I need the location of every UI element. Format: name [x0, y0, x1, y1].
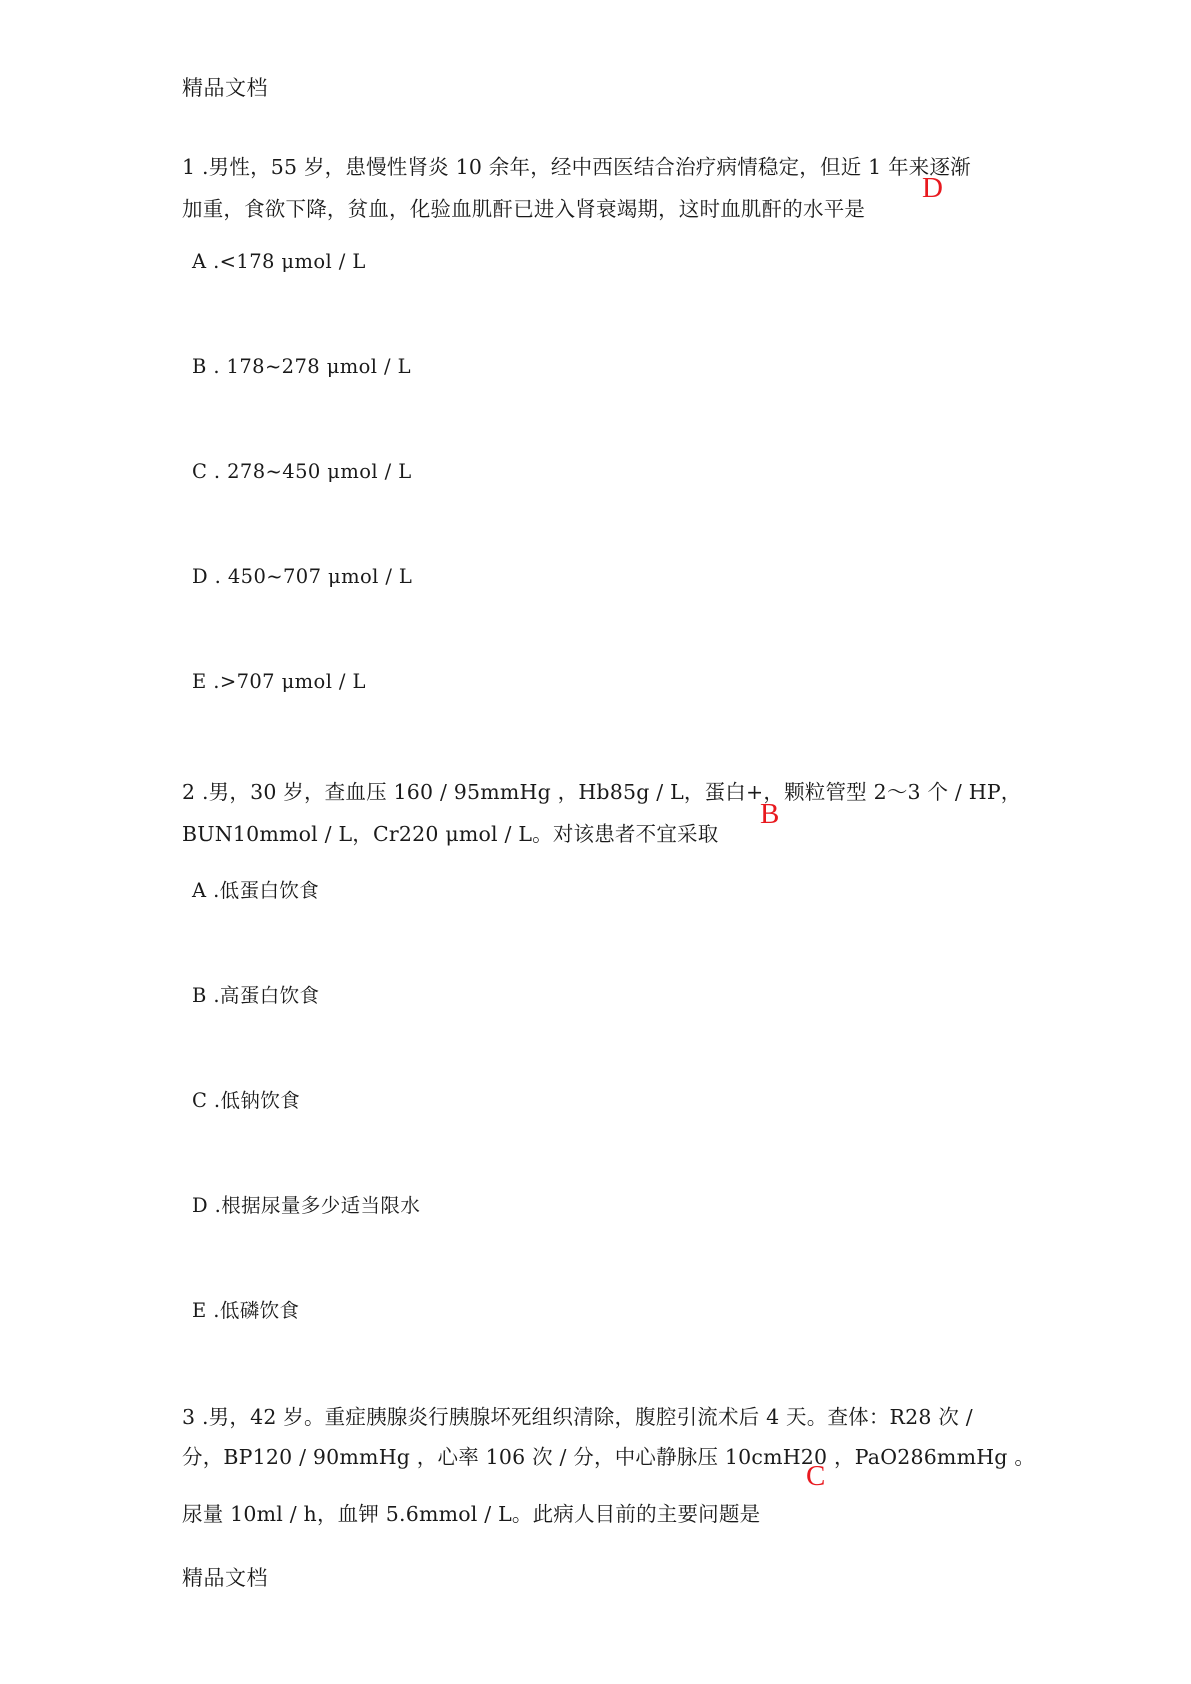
question-2-line-2: BUN10mmol / L，Cr220 μmol / L。对该患者不宜采取	[182, 822, 719, 846]
question-3-answer-mark: C	[806, 1460, 826, 1492]
question-2-option-b: B .高蛋白饮食	[192, 984, 320, 1007]
question-2-option-c: C .低钠饮食	[192, 1089, 301, 1112]
question-2-option-d: D .根据尿量多少适当限水	[192, 1194, 421, 1217]
question-1-answer-mark: D	[922, 172, 943, 204]
question-1-option-a: A .<178 μmol / L	[192, 250, 366, 273]
question-3-line-1: 3 .男，42 岁。重症胰腺炎行胰腺坏死组织清除，腹腔引流术后 4 天。查体：R28 次 /	[182, 1405, 973, 1429]
question-1-line-1: 1 .男性，55 岁，患慢性肾炎 10 余年，经中西医结合治疗病情稳定，但近 1 年来逐渐	[182, 155, 971, 179]
question-1-line-2: 加重，食欲下降，贫血，化验血肌酐已进入肾衰竭期，这时血肌酐的水平是	[182, 197, 866, 221]
question-1-option-c: C . 278~450 μmol / L	[192, 460, 412, 483]
question-1-option-b: B . 178~278 μmol / L	[192, 355, 411, 378]
question-2-option-a: A .低蛋白饮食	[192, 879, 320, 902]
page-header: 精品文档	[182, 76, 268, 100]
question-2-answer-mark: B	[760, 798, 780, 830]
question-3-line-2: 分，BP120 / 90mmHg ，心率 106 次 / 分，中心静脉压 10cmH20 ，PaO286mmHg 。	[182, 1445, 1036, 1469]
question-1-option-e: E .>707 μmol / L	[192, 670, 366, 693]
question-2-line-1: 2 .男，30 岁，查血压 160 / 95mmHg ，Hb85g / L，蛋白+，颗粒管型 2～3 个 / HP，	[182, 780, 1022, 804]
question-1-option-d: D . 450~707 μmol / L	[192, 565, 413, 588]
question-2-option-e: E .低磷饮食	[192, 1299, 300, 1322]
question-3-line-3: 尿量 10ml / h，血钾 5.6mmol / L。此病人目前的主要问题是	[182, 1502, 761, 1526]
page-footer: 精品文档	[182, 1566, 268, 1590]
